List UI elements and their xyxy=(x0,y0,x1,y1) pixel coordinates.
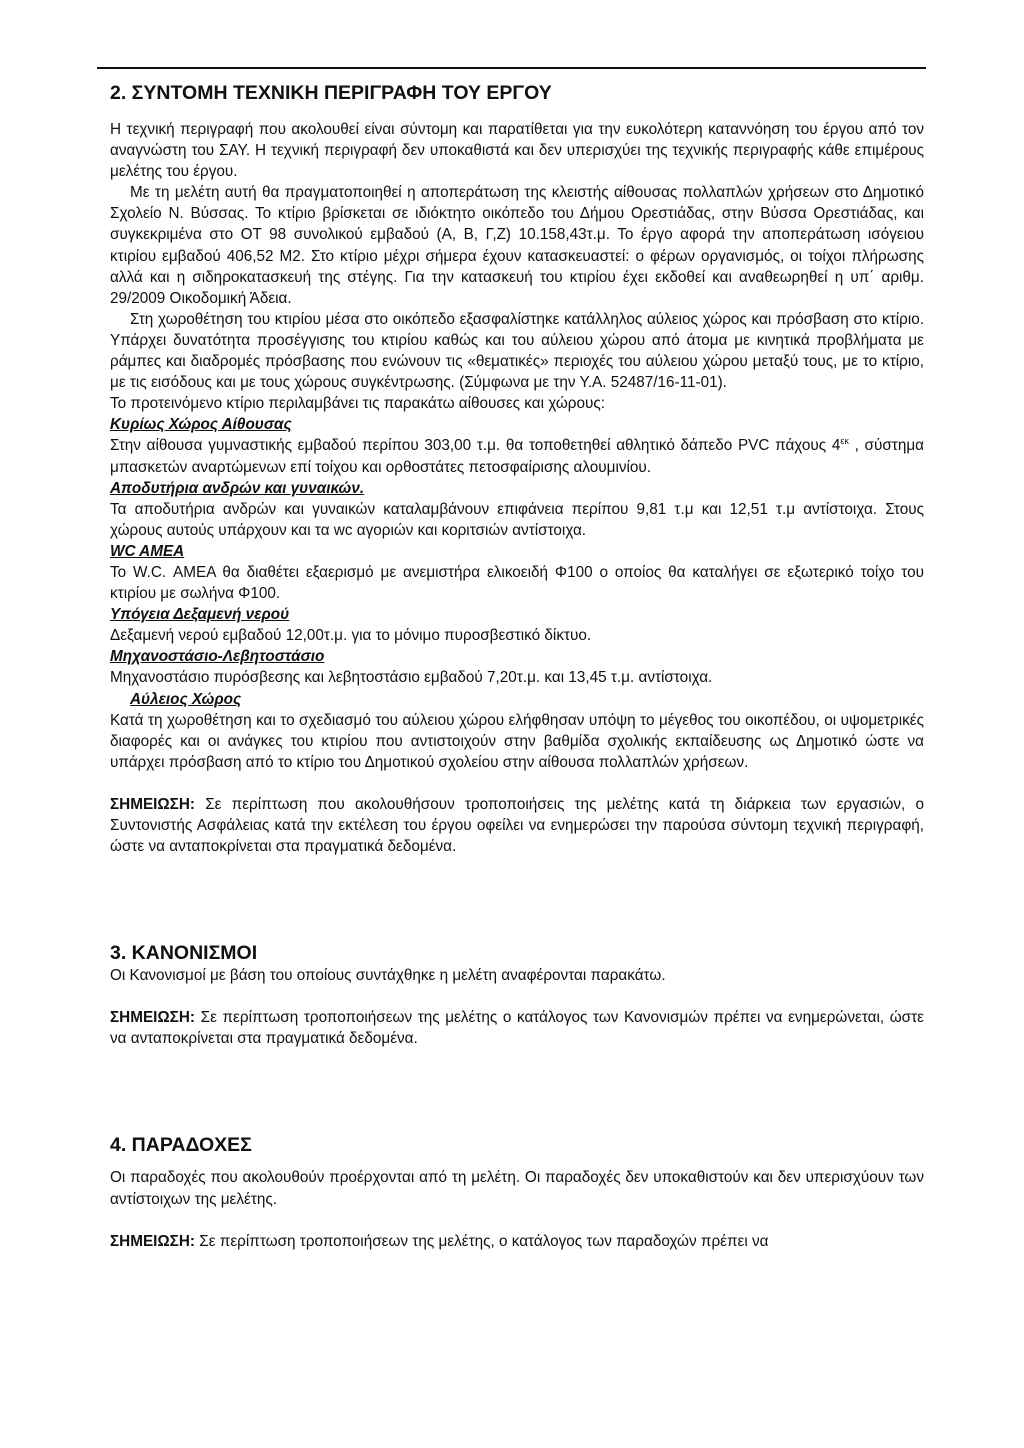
section-4-note-text: Σε περίπτωση τροποποιήσεων της μελέτης, ο κατάλογος των παραδοχών πρέπει να xyxy=(195,1232,769,1250)
section-2-paragraph-3: Στη χωροθέτηση του κτιρίου μέσα στο οικόπεδο εξασφαλίστηκε κατάλληλος αύλειος χώρος και πρόσβαση στο κτίριο. Υπάρχει δυνατότητα προσέγγισης του κτιρίου καθώς και του αύλειου χώρου από άτομα με κινητικά προβλήματα με ράμπες και διαδρομές πρόσβασης που ενώνουν τις «θεματικές» περιοχές του αύλειου χώρου μεταξύ τους, με το κτίριο, με τις εισόδους και με τους χώρους συγκέντρωσης. (Σύμφωνα με την Υ.Α. 52487/16-11-01). xyxy=(110,310,924,392)
section-2-note xyxy=(110,794,924,857)
section-4-paragraph-1: Οι παραδοχές που ακολουθούν προέρχονται από τη μελέτη. Οι παραδοχές δεν υποκαθιστούν και δεν υπερισχύουν των αντίστοιχων της μελέτης. xyxy=(110,1169,924,1208)
spacer xyxy=(110,1157,924,1167)
section-3-note xyxy=(110,1007,924,1049)
section-4-note-label: ΣΗΜΕΙΩΣΗ: xyxy=(110,1232,196,1250)
section-3-paragraph-1: Οι Κανονισμοί με βάση του οποίους συντάχθηκε η μελέτη αναφέρονται παρακάτω. xyxy=(110,967,666,985)
engine-room-text: Μηχανοστάσιο πυρόσβεσης και λεβητοστάσιο εμβαδού 7,20τ.μ. και 13,45 τ.μ. αντίστοιχα. xyxy=(110,669,713,687)
section-4-heading: 4. ΠΑΡΑΔΟΧΕΣ xyxy=(110,1134,252,1157)
section-3-note-label: ΣΗΜΕΙΩΣΗ: xyxy=(110,1009,196,1027)
main-hall-text xyxy=(110,435,924,477)
section-2-paragraph-2: Με τη μελέτη αυτή θα πραγματοποιηθεί η αποπεράτωση της κλειστής αίθουσας πολλαπλών χρήσεων στο Δημοτικό Σχολείο Ν. Βύσσας. Το κτίριο βρίσκεται σε ιδιόκτητο οικόπεδο του Δήμου Ορεστιάδας, στην Βύσσα Ορεστιάδας, και συγκεκριμένα στο ΟΤ 98 συνολικού εμβαδού (Α, Β, Γ,Ζ) 10.158,43τ.μ. Το έργο αφορά την αποπεράτωση ισόγειου κτιρίου εμβαδού 406,52 Μ2. Στο κτίριο μέχρι σήμερα έχουν κατασκευαστεί: ο φέρων οργανισμός, οι τοίχοι πλήρωσης αλλά και η σιδηροκατασκευή της στέγης. Για την κατασκευή του κτιρίου έχει εκδοθεί και αναθεωρηθεί η υπ΄ αριθμ. 29/2009 Οικοδομική Άδεια. xyxy=(110,184,924,307)
main-hall-text-a: Στην αίθουσα γυμναστικής εμβαδού περίπου 303,00 τ.μ. θα τοποθετηθεί αθλητικό δάπεδο PVC πάχους 4 xyxy=(110,437,841,455)
section-4-note xyxy=(110,1231,924,1252)
engine-room-title: Μηχανοστάσιο-Λεβητοστάσιο xyxy=(110,648,325,666)
section-3-note-text: Σε περίπτωση τροποποιήσεων της μελέτης ο κατάλογος των Κανονισμών πρέπει να ενημερώνεται, ώστε να ανταποκρίνεται στα πραγματικά δεδομένα. xyxy=(110,1009,924,1048)
water-tank-title: Υπόγεια Δεξαμενή νερού xyxy=(110,606,290,624)
spacer xyxy=(110,857,924,941)
header-rule xyxy=(97,67,926,69)
main-hall-text-b: , σύστημα μπασκετών αναρτώμενων επί τοίχου και ορθοστάτες πετοσφαίρισης αλουμινίου. xyxy=(110,437,924,476)
section-2-paragraph-4: Το προτεινόμενο κτίριο περιλαμβάνει τις παρακάτω αίθουσες και χώρους: xyxy=(110,395,606,413)
main-hall-title: Κυρίως Χώρος Αίθουσας xyxy=(110,416,292,434)
changing-rooms-title: Αποδυτήρια ανδρών και γυναικών. xyxy=(110,479,365,497)
wc-amea-title: WC AMEA xyxy=(110,542,185,560)
yard-title: Αύλειος Χώρος xyxy=(130,690,242,708)
spacer xyxy=(110,773,924,794)
changing-rooms-text: Τα αποδυτήρια ανδρών και γυναικών καταλαμβάνουν επιφάνεια περίπου 9,81 τ.μ και 12,51 τ.μ αντίστοιχα. Στους χώρους αυτούς υπάρχουν και τα wc αγοριών και κοριτσιών αντίστοιχα. xyxy=(110,500,924,539)
section-3-heading: 3. ΚΑΝΟΝΙΣΜΟΙ xyxy=(110,942,258,965)
section-2-note-label: ΣΗΜΕΙΩΣΗ: xyxy=(110,795,196,813)
yard-text: Κατά τη χωροθέτηση και το σχεδιασμό του αύλειου χώρου ελήφθησαν υπόψη το μέγεθος του οικοπέδου, οι υψομετρικές διαφορές και οι ανάγκες του κτιρίου που αντιστοιχούν στην βαθμίδα σχολικής εκπαίδευσης ως Δημοτικό ώστε να υπάρχει πρόσβαση από το κτίριο του Δημοτικού σχολείου στην αίθουσα πολλαπλών χρήσεων. xyxy=(110,711,924,771)
spacer xyxy=(110,1049,924,1133)
page-content xyxy=(110,77,924,1252)
water-tank-text: Δεξαμενή νερού εμβαδού 12,00τ.μ. για το μόνιμο πυροσβεστικό δίκτυο. xyxy=(110,627,592,645)
wc-amea-text: Το W.C. ΑΜΕΑ θα διαθέτει εξαερισμό με ανεμιστήρα ελικοειδή Φ100 ο οποίος θα καταλήγει σε εξωτερικό τοίχο του κτιρίου με σωλήνα Φ100. xyxy=(110,563,924,603)
section-2-note-text: Σε περίπτωση που ακολουθήσουν τροποποιήσεις της μελέτης κατά τη διάρκεια των εργασιών, ο Συντονιστής Ασφάλειας κατά την εκτέλεση του έργου οφείλει να ενημερώσει την παρούσα σύντομη τεχνική περιγραφή, ώστε να ανταποκρίνεται στα πραγματικά δεδομένα. xyxy=(110,795,924,856)
spacer xyxy=(110,986,924,1007)
spacer xyxy=(110,1210,924,1231)
section-2-paragraph-1: Η τεχνική περιγραφή που ακολουθεί είναι σύντομη και παρατίθεται για την ευκολότερη καταννόηση του έργου από τον αναγνώστη του ΣΑΥ. Η τεχνική περιγραφή δεν υποκαθιστά και δεν υπερισχύει της τεχνικής περιγραφής κάθε επιμέρους μελέτης του έργου. xyxy=(110,121,924,181)
main-hall-superscript: εκ xyxy=(840,436,849,447)
section-2-heading: 2. ΣΥΝΤΟΜΗ ΤΕΧΝΙΚΗ ΠΕΡΙΓΡΑΦΗ ΤΟΥ ΕΡΓΟΥ xyxy=(110,82,552,104)
